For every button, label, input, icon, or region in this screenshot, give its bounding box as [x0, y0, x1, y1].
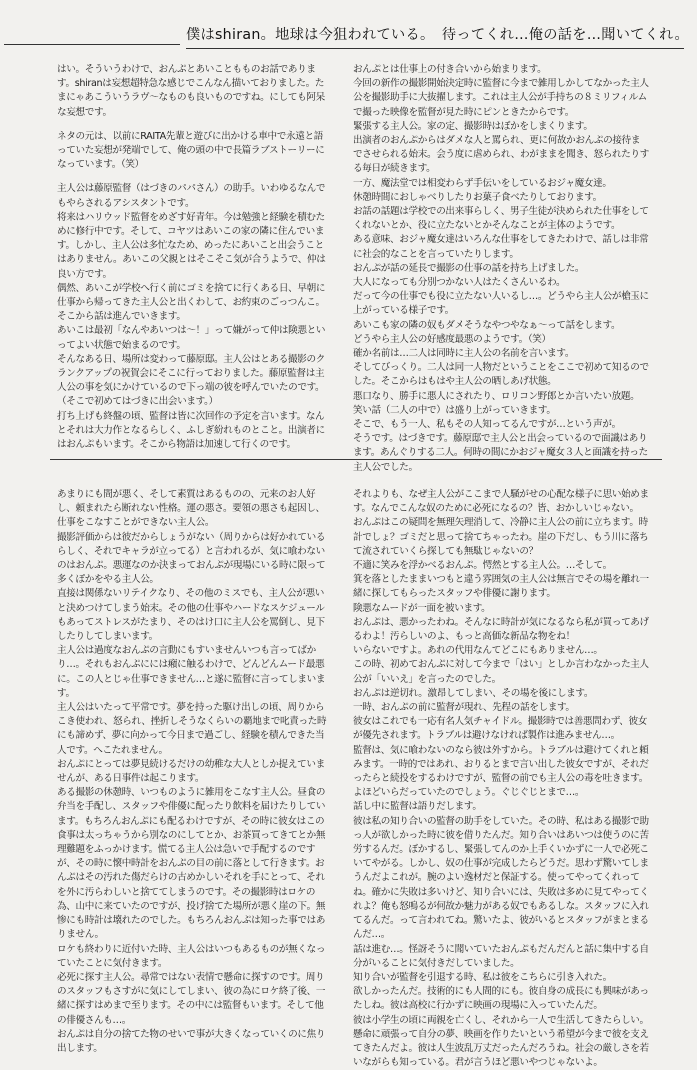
header-rule-left	[4, 44, 180, 45]
section-divider	[50, 459, 662, 460]
header-rule-right	[186, 48, 684, 49]
text-column-top-right	[353, 63, 649, 473]
header-title: 僕はshiran。地球は今狙われている。 待ってくれ…俺の話を…聞いてくれ。	[186, 27, 689, 43]
paragraph: それよりも、なぜ主人公がここまで人騒がせの心配な様子に思い始めます。なんでこんな奴のために必死になるの？皆、おかしいじゃない。 おんぷはこの疑問を無理矢理消して、冷静に主人公の前に立ちます。時計でしょ？ゴミだと思って捨てちゃったわ。崖の下だし、もう川に落ちて流されていくら探しても無駄じゃないの？ 不適に笑みを浮かべるおんぷ。愕然とする主人公。…そして。 箕を落としたままいつもと違う雰囲気の主人公は無言でその場を離れ一緒に探してもらったスタッフや俳優に謝ります。 険悪なムードが一面を被います。 おんぷは、悪かったわね。そんなに時計が気になるなら私が買ってあげるわよ！汚らしいのよ、もっと高価な新品な物をね！ いらないですよ。あれの代用なんてどこにもありません…。 この時、初めておんぷに対して今まで「はい」としか言わなかった主人公が「いいえ」を言ったのでした。 おんぷは逆切れ。激昂してしまい、その場を後にします。 一時、おんぷの前に監督が現れ、先程の話をします。 彼女はこれでも一応有名人気チャイドル。撮影時では善悪問わず、彼女が優先されます。トラブルは避けなければ製作は進みません…。 監督は、気に喰わないのなら彼は外すから。トラブルは避けてくれと頼みます。一時的ではあれ、おりるとまで言い出した彼女ですが、それだったらと続投をするわけですが、監督の前でも主人公の毒を吐きます。よほどいらだっていたのでしょう。ぐじぐじとまで…。 話し中に監督は語りだします。 彼は私の知り合いの監督の助手をしていた。その時、私はある撮影で助っ人が欲しかった時に彼を借りたんだ。知り合いはあいつは使うのに苦労するんだ。ぼかするし、緊張してんのか上手くいかずに一人で必死こいてやがる。しかし、奴の仕事が完成したらどうだ。思わず驚いてしまうんだよこれが。腕のよい逸材だと保証する。使ってやってくれってね。確かに失敗は多いけど、知り合いには、失敗は多めに見てやってくれよ？俺も怒鳴るが何故か魅力がある奴でもあるしな。スタッフに入れてるんだ。って言われてね。驚いたよ、彼がいるとスタッフがまとまるんだ…。 話は進む…。怪訝そうに聞いていたおんぷもだんだんと話に集中する自分がいることに気付きだしていました。 知り合いが監督を引退する時、私は彼をこちらに引き入れた。 欲しかったんだ。技術的にも人間的にも。彼自身の成長にも興味があったしね。彼は高校に行かずに映画の現場に入っていたんだ。 彼は小学生の頃に両親を亡くし、それから一人で生活してきたらしい。懸命に頑張って自分の夢、映画を作りたいという希望が今まで彼を支えてきたんだよ。彼は人生波乱万丈だったんだろうね。社会の厳しさを若いながらも知っている。君が言うほど悪いやつじゃないよ。	[353, 489, 649, 1069]
paragraph: はい。そういうわけで、おんぷとあいこともものお話であります。shiranは妄想超特急な感じでこんなん描いておりました。たまにゃあこういうラヴ～なものも良いものですね。にしても阿呆な妄想です。	[57, 64, 325, 118]
paragraph: あまりにも間が悪く、そして素質はあるものの、元来のお人好し、頼まれたら断れない性格。運の悪さ。要領の悪さも起因し、仕事をこなすことができない主人公。 撮影評価からは彼だからしょうがない（周りからは好かれているらしく、それでキャラが立ってる）と言われるが、気に喰わないのはおんぷ。悪運なのか決まっておんぷが現場にいる時に限って多くぽかをやる主人公。 直接は関係ないリテイクなり、その他のミスでも、主人公が悪いと決めつけてしまう始末。その他の仕事やハードなスケジュールもあってストレスがたまり、そのはけ口に主人公を罵倒し、見下したりしてしまいます。 主人公は過度なおんぷの言動にもすいませんいつも言ってばかり…。それもおんぷにには癪に触るわけで、どんどんムード最悪に。この人とじゃ仕事できません…と遂に監督に言ってしまいます。 主人公はいたって平常です。夢を持った駆け出しの頃、周りからこき使われ、怒られ、挫折しそうなくらいの覇地まで叱責った時にも諦めず、夢に向かって今日まで過ごし、経験を積んできた当人です。へこたれません。 おんぷにとっては夢見続けるだけの幼稚な大人としか捉えていませんが、ある日事件は起こります。 ある撮影の休憩時、いつものように雑用をこなす主人公。昼食の弁当を手配し、スタッフや俳優に配ったり飲料を届けたりしています。もちろんおんぷにも配るわけですが、その時に彼女はこの食事は太っちゃうから別なのにしてとか、お茶買ってきてとか無理難題をふっかけます。慌てる主人公は急いで手配するのですが、その時に懐中時計をおんぷの目の前に落として行きます。おんぷはその汚れた傷だらけの古めかしいそれを手にとって、それを外に汚らわしいと捨ててしまうのです。その撮影時はロケの為、山中に来ていたのですが、投げ捨てた場所が悪く崖の下。無惨にも時計は壊れたのでした。もちろんおんぷは知った事ではありません。 ロケも終わりに近付いた時、主人公はいつもあるものが無くなっていたことに気付きます。 必死に探す主人公。尋常ではない表情で懸命に探すのです。周りのスタッフもさすがに気にしてしまい、彼の為にロケ終了後、一緒に探すはめまで至ります。その中には監督もいます。そして他の俳優さんも…。 おんぷは自分の捨てた物のせいで事が大きくなっていくのに焦り出します。	[57, 489, 327, 1054]
text-column-bottom-left	[57, 488, 332, 1054]
paragraph: ネタの元は、以前にRAITA先輩と遊びに出かける車中で永遠と語っていた妄想が発端でして、俺の頭の中で長篇ラブストーリーになっています。（笑）	[57, 130, 325, 171]
text-column-bottom-right	[353, 488, 649, 1069]
page-header	[0, 16, 697, 56]
paragraph: 主人公は藤原監督（はづきのパパさん）の助手。いわゆるなんでもやらされるアシスタントです。 将来はハリウッド監督をめざす好青年。今は勉強と経験を積むために修行中です。そして、コヤツはあいこの家の隣に住んでいます。しかし、主人公は多忙なため、めったにあいこと出会うことはありません。あいこの父親とはそこそこ気が合うようで、仲は良い方です。 偶然、あいこが学校へ行く前にゴミを捨てに行くある日、早朝に仕事から帰ってきた主人公と出くわして、お約束のごっつんこ。そこから話は進んでいきます。 あいこは最初「なんやあいつは～！」って嫌がって仲は険悪といってよい状態で始まるのです。 そんなある日、場所は変わって藤原邸。主人公はとある撮影のクランクアップの祝賀会にそこに行っておりました。藤原監督は主人公の事を気にかけているので下っ端の彼を呼んでいたのです。（そこで初めてはづきに出会います。） 打ち上げも終盤の頃、監督は皆に次回作の予定を言います。なんとそれは大力作となるらしく、ふしぎ紛れものとこと。出演者にはおんぷもいます。そこから物語は加速して行くのです。	[57, 183, 326, 451]
text-column-top-left	[57, 63, 332, 451]
paragraph: おんぷとは仕事上の付き合いから始まります。 今回の新作の撮影開始決定時に監督に今まで雑用しかしてなかった主人公を撮影助手に大抜擢します。これは主人公が手持ちの８ミリフィルムで撮った映像を監督が見た時にピンときたからです。 緊張する主人公。家の定、撮影時はぼかをしまくります。 出演者のおんぷからはダメな人と罵られ、更に何故かおんぷの接待までさせられる始末。会う度に虐められ、わがままを聞き、怒られたりする毎日が続きます。 一方、魔法堂では相変わらず手伝いをしているおジャ魔女達。 休憩時間におしゃべりしたりお菓子食べたりしております。 お話の話題は学校での出来事らしく、男子生徒が決められた仕事をしてくれないとか、役に立たないとかそんなことが主体のようです。 ある意味、おジャ魔女達はいろんな仕事をしてきたわけで、話しは非常に社会的なことを言っていたりします。 おんぷが話の延長で撮影の仕事の話を持ち上げました。 大人になっても分別つかない人はたくさんいるわ。 だって今の仕事でも役に立たない人いるし…。どうやら主人公が槍玉に上がっている様子です。 あいこも家の隣の奴もダメそうなやつやなぁ～って話をします。 どうやら主人公の好感度最悪のようです。（笑） 確か名前は…二人は同時に主人公の名前を言います。 そしてびっくり。二人は同一人物だということをここで初めて知るのでした。そこからはもはや主人公の晒しあげ状態。 悪口なり、勝手に悪人にされたり、ロリコン野郎とか言いたい放題。 笑い話（二人の中で）は盛り上がっていきます。 そこで、もう一人、私もその人知ってるんですが…という声が。 そうです。はづきです。藤原邸で主人公と出会っているので面識はあります。あんぐりする二人。何時の間にかおジャ魔女３人と面識を持った主人公でした。	[353, 64, 649, 473]
